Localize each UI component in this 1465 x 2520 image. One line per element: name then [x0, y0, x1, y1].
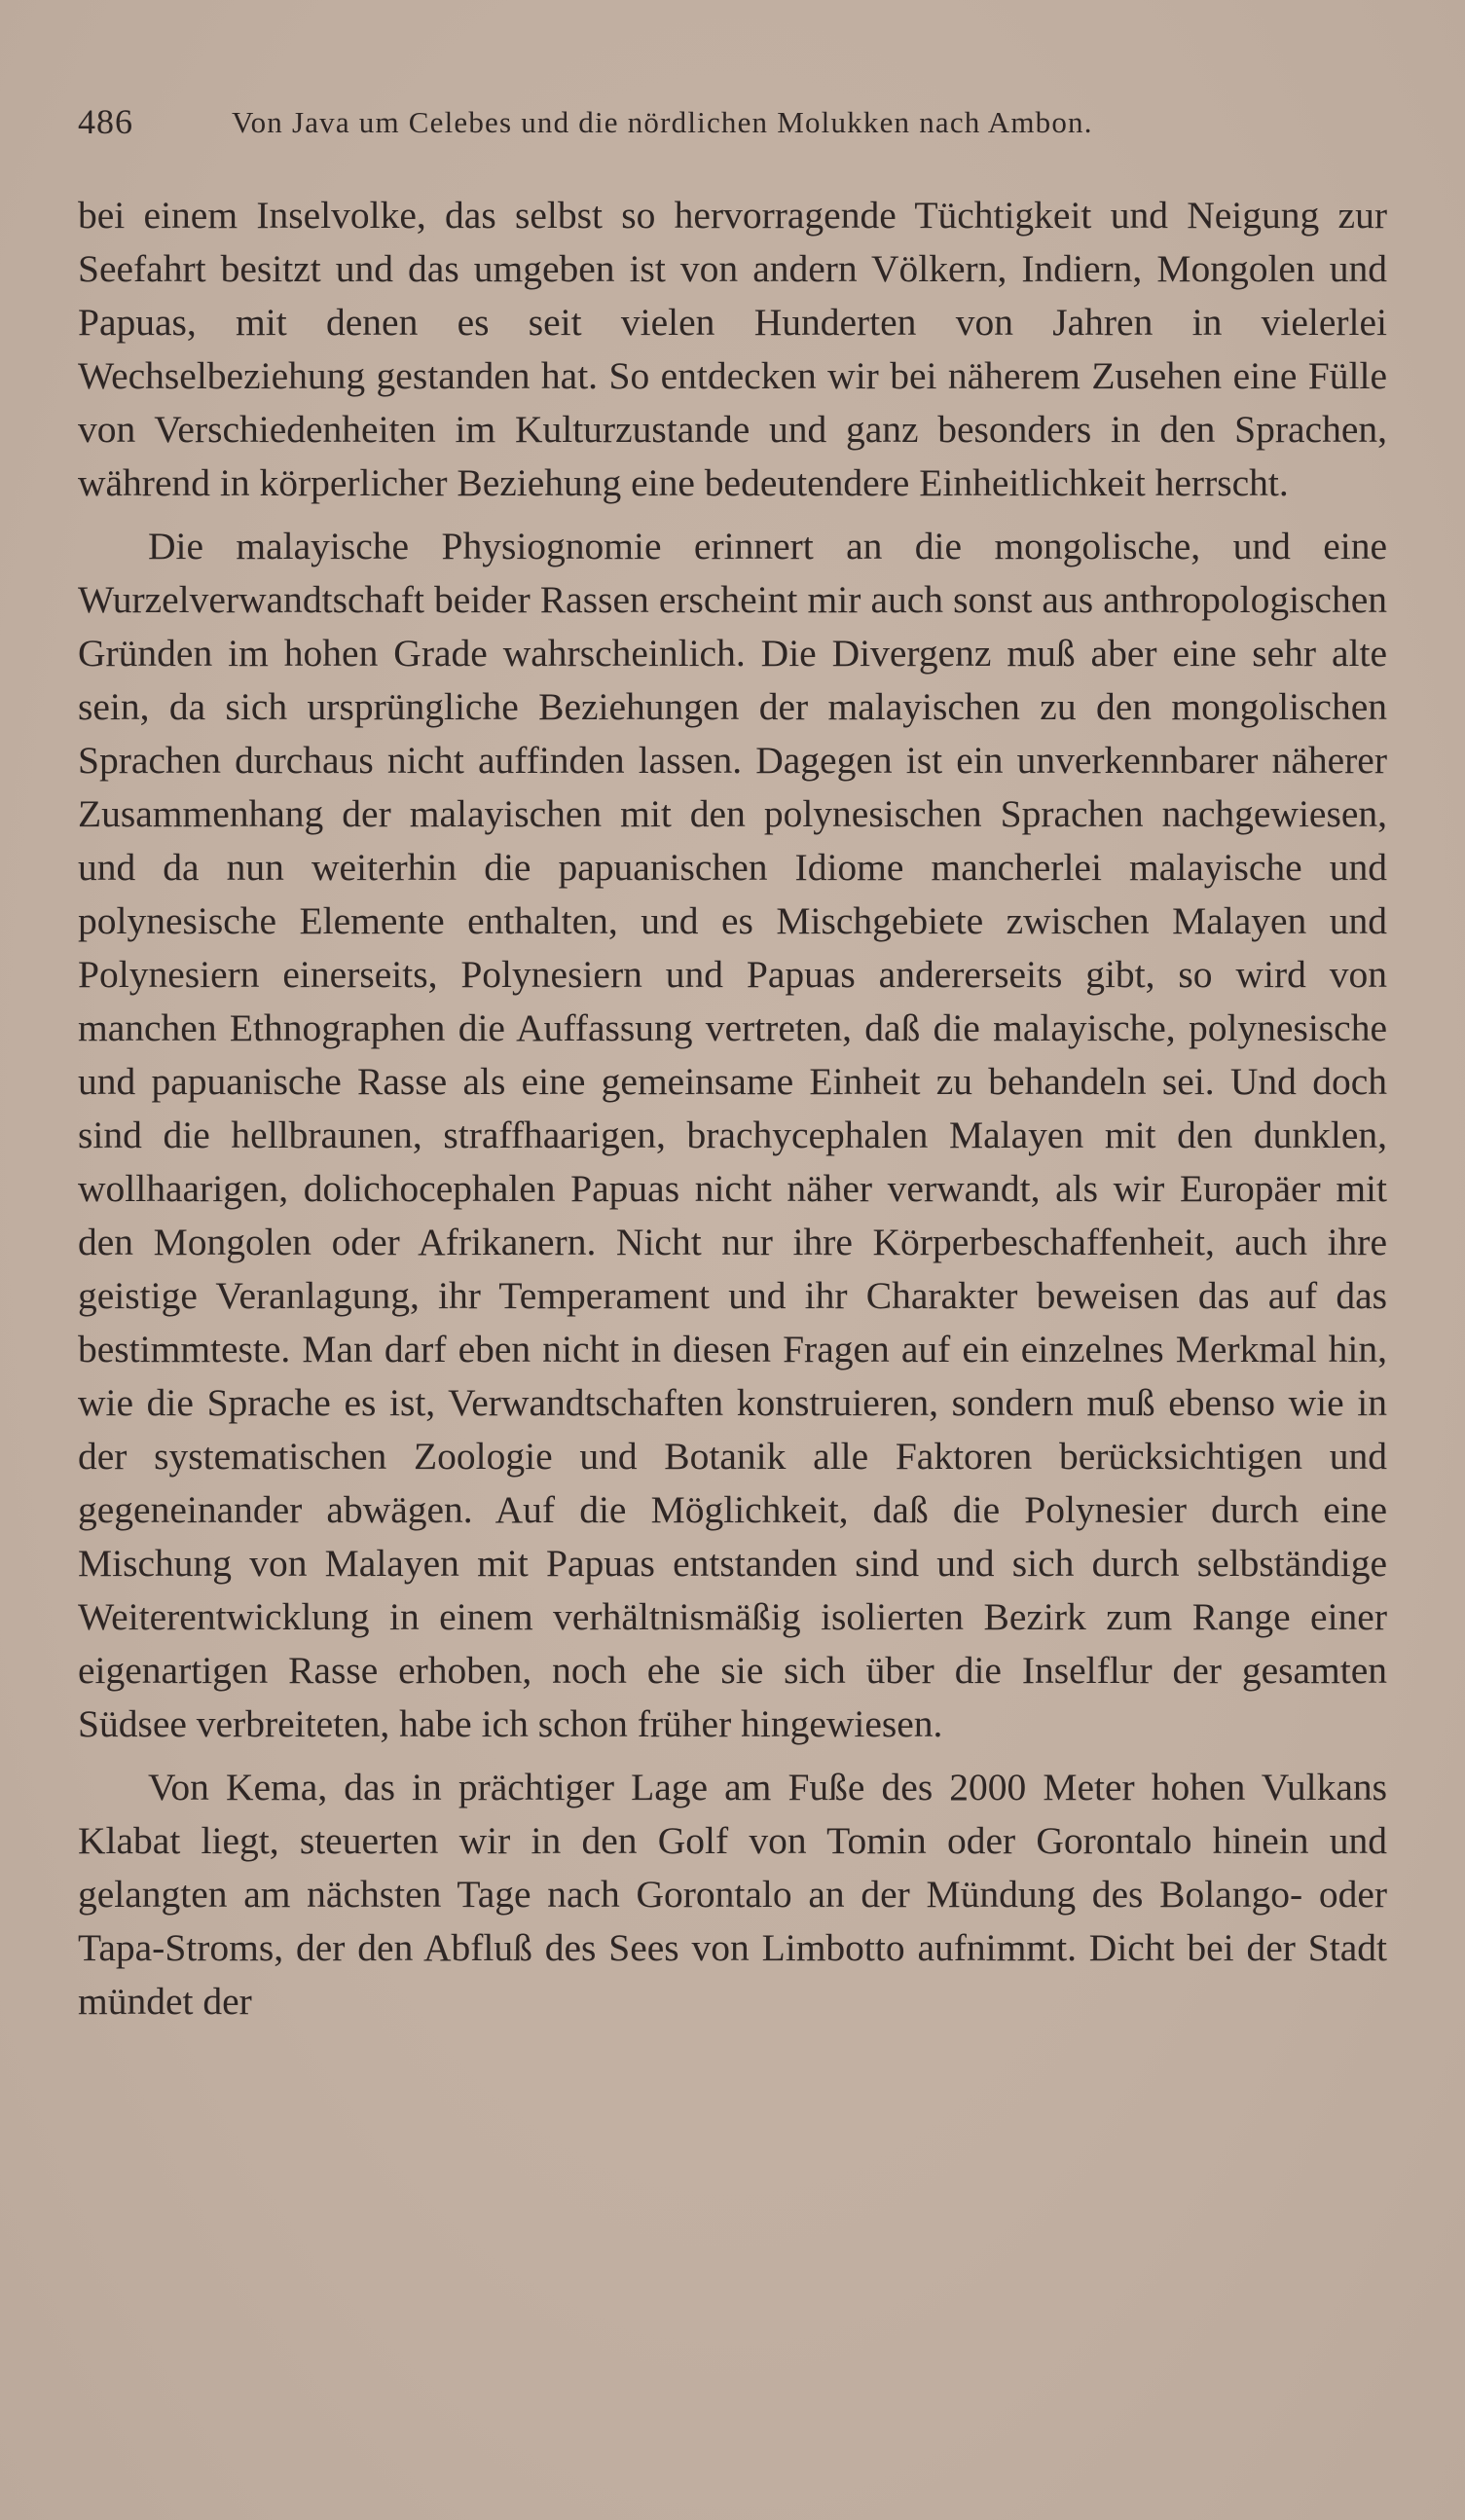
page-header — [78, 101, 1382, 150]
body-text — [78, 189, 1387, 2028]
paragraph-continued: bei einem Inselvolke, das selbst so hervorragende Tüchtigkeit und Neigung zur Seefahrt besitzt und das umgeben ist von andern Völkern, Indiern, Mongolen und Papuas, mit denen es seit vielen Hunderten von Jahren in vielerlei Wechselbeziehung gestanden hat. So entdecken wir bei näherem Zusehen eine Fülle von Verschiedenheiten im Kulturzustande und ganz besonders in den Sprachen, während in körperlicher Beziehung eine bedeutendere Einheitlichkeit herrscht. — [78, 194, 1387, 504]
paragraph-kema: Von Kema, das in prächtiger Lage am Fuße des 2000 Meter hohen Vulkans Klabat liegt, steuerten wir in den Golf von Tomin oder Gorontalo hinein und gelangten am nächsten Tage nach Gorontalo an der Mündung des Bolango- oder Tapa-Stroms, der den Abfluß des Sees von Limbotto aufnimmt. Dicht bei der Stadt mündet der — [78, 1766, 1387, 2023]
paragraph-physiognomy: Die malayische Physiognomie erinnert an die mongolische, und eine Wurzelverwandtschaft beider Rassen erscheint mir auch sonst aus anthropologischen Gründen im hohen Grade wahrscheinlich. Die Divergenz muß aber eine sehr alte sein, da sich ursprüngliche Beziehungen der malayischen zu den mongolischen Sprachen durchaus nicht auffinden lassen. Dagegen ist ein unverkennbarer näherer Zusammenhang der malayischen mit den polynesischen Sprachen nachgewiesen, und da nun weiterhin die papuanischen Idiome mancherlei malayische und polynesische Elemente enthalten, und es Mischgebiete zwischen Malayen und Polynesiern einerseits, Polynesiern und Papuas andererseits gibt, so wird von manchen Ethnographen die Auffassung vertreten, daß die malayische, polynesische und papuanische Rasse als eine gemeinsame Einheit zu behandeln sei. Und doch sind die hellbraunen, straffhaarigen, brachycephalen Malayen mit den dunklen, wollhaarigen, dolichocephalen Papuas nicht näher verwandt, als wir Europäer mit den Mongolen oder Afrikanern. Nicht nur ihre Körperbeschaffenheit, auch ihre geistige Veranlagung, ihr Temperament und ihr Charakter beweisen das auf das bestimmteste. Man darf eben nicht in diesen Fragen auf ein einzelnes Merkmal hin, wie die Sprache es ist, Verwandtschaften konstruieren, sondern muß ebenso wie in der systematischen Zoologie und Botanik alle Faktoren berücksichtigen und gegeneinander abwägen. Auf die Möglichkeit, daß die Polynesier durch eine Mischung von Malayen mit Papuas entstanden sind und sich durch selbständige Weiterentwicklung in einem verhältnismäßig isolierten Bezirk zum Range einer eigenartigen Rasse erhoben, noch ehe sie sich über die Inselflur der gesamten Südsee verbreiteten, habe ich schon früher hingewiesen. — [78, 525, 1387, 1745]
running-head: Von Java um Celebes und die nördlichen Molukken nach Ambon. — [232, 105, 1093, 139]
page-number: 486 — [78, 102, 133, 141]
